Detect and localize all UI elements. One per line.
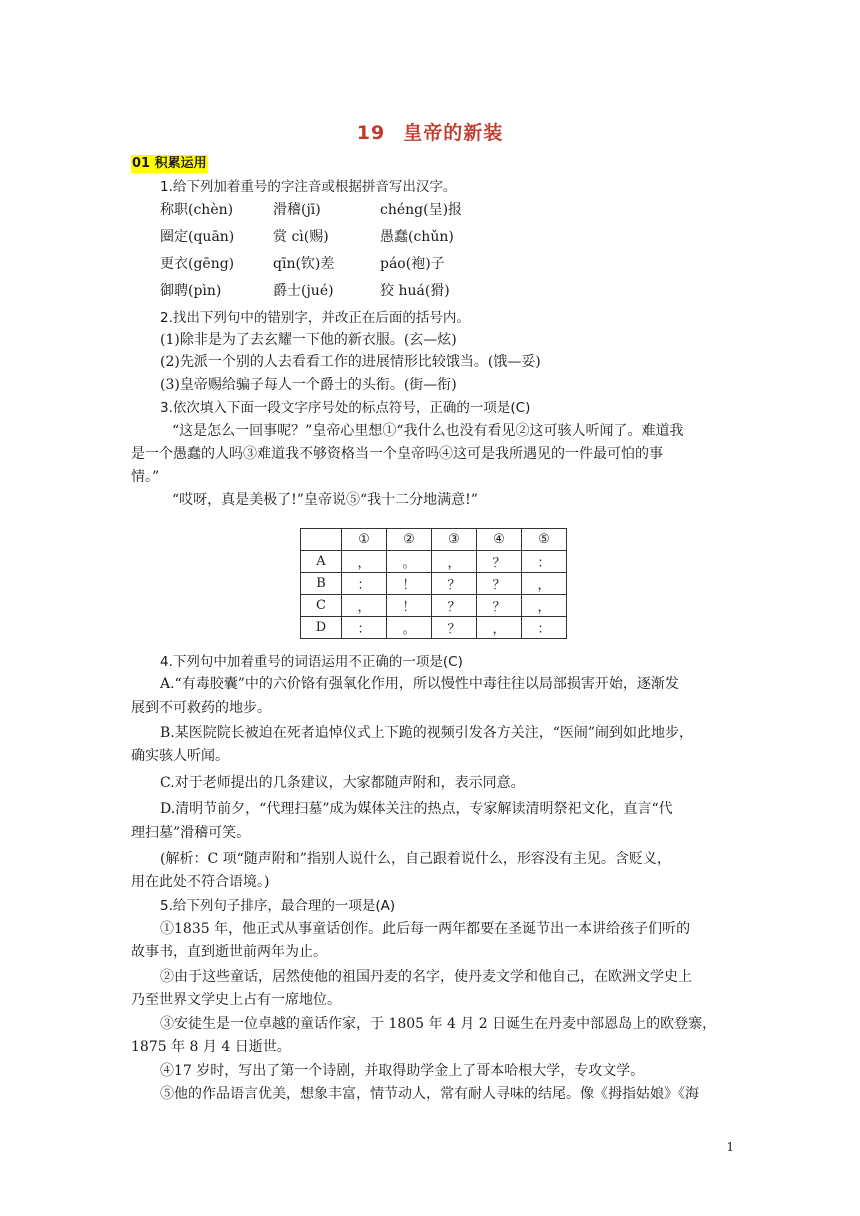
q2-item: (1)除非是为了去玄耀一下他的新衣服。(玄—炫) (160, 332, 457, 348)
q1-item: 狡 huá(猾) (380, 283, 450, 299)
table-row (301, 551, 567, 573)
q1-item: 圈定(quān) (160, 229, 235, 245)
table-cell: ， (342, 551, 387, 573)
page-number: 1 (726, 1140, 734, 1154)
table-cell: ： (342, 617, 387, 639)
table-cell: D (301, 617, 342, 639)
table-cell: ② (387, 529, 432, 551)
table-cell: 。 (387, 551, 432, 573)
table-cell: ， (432, 551, 477, 573)
section-label: 01 积累运用 (132, 156, 207, 171)
question-3-prompt: 3.依次填入下面一段文字序号处的标点符号，正确的一项是(C) (160, 400, 531, 416)
lesson-number: 19 (356, 122, 386, 144)
q4-option-b-cont: 确实骇人听闻。 (131, 748, 229, 764)
table-cell: ？ (477, 551, 522, 573)
q2-item: (2)先派一个别的人去看看工作的进展情形比较饿当。(饿—妥) (160, 354, 541, 370)
table-cell: 。 (387, 617, 432, 639)
q5-sentence: ①1835 年，他正式从事童话创作。此后每一两年都要在圣诞节出一本讲给孩子们听的 (160, 921, 691, 937)
table-row (301, 595, 567, 617)
table-cell: ！ (387, 573, 432, 595)
q1-item: 更衣(gēng) (160, 256, 235, 272)
table-cell: ③ (432, 529, 477, 551)
q1-item: chéng(呈)报 (380, 202, 463, 218)
table-cell: ？ (432, 617, 477, 639)
q4-option-c: C.对于老师提出的几条建议，大家都随声附和，表示同意。 (160, 775, 525, 791)
table-row (301, 617, 567, 639)
q5-sentence: ⑤他的作品语言优美，想象丰富，情节动人，常有耐人寻味的结尾。像《拇指姑娘》《海 (160, 1086, 699, 1102)
question-4-prompt: 4.下列句中加着重号的词语运用不正确的一项是(C) (160, 654, 463, 670)
table-cell: ？ (432, 573, 477, 595)
q2-item: (3)皇帝赐给骗子每人一个爵士的头衔。(街—衔) (160, 377, 457, 393)
q3-passage-line: “哎呀，真是美极了!”皇帝说⑤“我十二分地满意!” (172, 492, 478, 508)
lesson-title: 皇帝的新装 (403, 122, 504, 144)
table-cell: A (301, 551, 342, 573)
q1-item: 滑稽(jī) (273, 202, 321, 218)
table-cell: ： (522, 617, 567, 639)
q5-sentence-cont: 乃至世界文学史上占有一席地位。 (131, 992, 341, 1008)
question-1-prompt: 1.给下列加着重号的字注音或根据拼音写出汉字。 (160, 179, 457, 195)
q1-item: 愚蠢(chǔn) (380, 229, 454, 245)
q3-passage-line: 情。” (131, 469, 160, 485)
table-cell (301, 529, 342, 551)
table-cell: ⑤ (522, 529, 567, 551)
table-cell: ， (522, 573, 567, 595)
table-cell: B (301, 573, 342, 595)
q4-option-d: D.清明节前夕，“代理扫墓”成为媒体关注的热点，专家解读清明祭祀文化，直言“代 (160, 801, 673, 817)
q4-option-a: A.“有毒胶囊”中的六价铬有强氧化作用，所以慢性中毒往往以局部损害开始，逐渐发 (160, 676, 679, 692)
table-cell: ， (477, 617, 522, 639)
q5-sentence: ④17 岁时，写出了第一个诗剧，并取得助学金上了哥本哈根大学，专攻文学。 (160, 1063, 645, 1079)
question-2-prompt: 2.找出下列句中的错别字，并改正在后面的括号内。 (160, 310, 470, 326)
question-5-prompt: 5.给下列句子排序，最合理的一项是(A) (160, 898, 396, 914)
q1-item: qīn(钦)差 (273, 256, 335, 272)
q5-sentence-cont: 1875 年 8 月 4 日逝世。 (131, 1039, 291, 1055)
table-cell: ？ (477, 595, 522, 617)
table-cell: ④ (477, 529, 522, 551)
q4-analysis-cont: 用在此处不符合语境。) (131, 874, 270, 890)
table-cell: ？ (432, 595, 477, 617)
q1-item: páo(袍)子 (380, 256, 445, 272)
q5-sentence: ③安徒生是一位卓越的童话作家，于 1805 年 4 月 2 日诞生在丹麦中部恩岛上的欧登寨， (160, 1016, 717, 1032)
table-row (301, 573, 567, 595)
table-cell: ， (522, 595, 567, 617)
q1-item: 赏 cì(赐) (273, 229, 329, 245)
table-cell: ① (342, 529, 387, 551)
table-cell: ， (342, 595, 387, 617)
q1-item: 御聘(pìn) (160, 283, 222, 299)
table-cell: ？ (477, 573, 522, 595)
q4-option-b: B.某医院院长被迫在死者追悼仪式上下跪的视频引发各方关注，“医闹”闹到如此地步， (160, 725, 694, 741)
table-cell: ！ (387, 595, 432, 617)
q1-item: 爵士(jué) (273, 283, 334, 299)
q3-passage-line: 是一个愚蠢的人吗③难道我不够资格当一个皇帝吗④这可是我所遇见的一件最可怕的事 (131, 446, 663, 462)
q4-option-a-cont: 展到不可救药的地步。 (131, 700, 271, 716)
table-cell: C (301, 595, 342, 617)
table-cell: ： (342, 573, 387, 595)
q4-option-d-cont: 理扫墓”滑稽可笑。 (131, 825, 251, 841)
punctuation-table (300, 528, 567, 639)
q3-passage-line: “这是怎么一回事呢？”皇帝心里想①“我什么也没有看见②这可骇人听闻了。难道我 (172, 423, 684, 439)
table-header-row (301, 529, 567, 551)
page-title (0, 118, 860, 145)
q1-item: 称职(chèn) (160, 202, 234, 218)
q5-sentence-cont: 故事书，直到逝世前两年为止。 (131, 944, 327, 960)
table-cell: ： (522, 551, 567, 573)
q4-analysis: (解析：C 项“随声附和”指别人说什么，自己跟着说什么，形容没有主见。含贬义， (160, 851, 671, 867)
q5-sentence: ②由于这些童话，居然使他的祖国丹麦的名字，使丹麦文学和他自己，在欧洲文学史上 (160, 969, 692, 985)
